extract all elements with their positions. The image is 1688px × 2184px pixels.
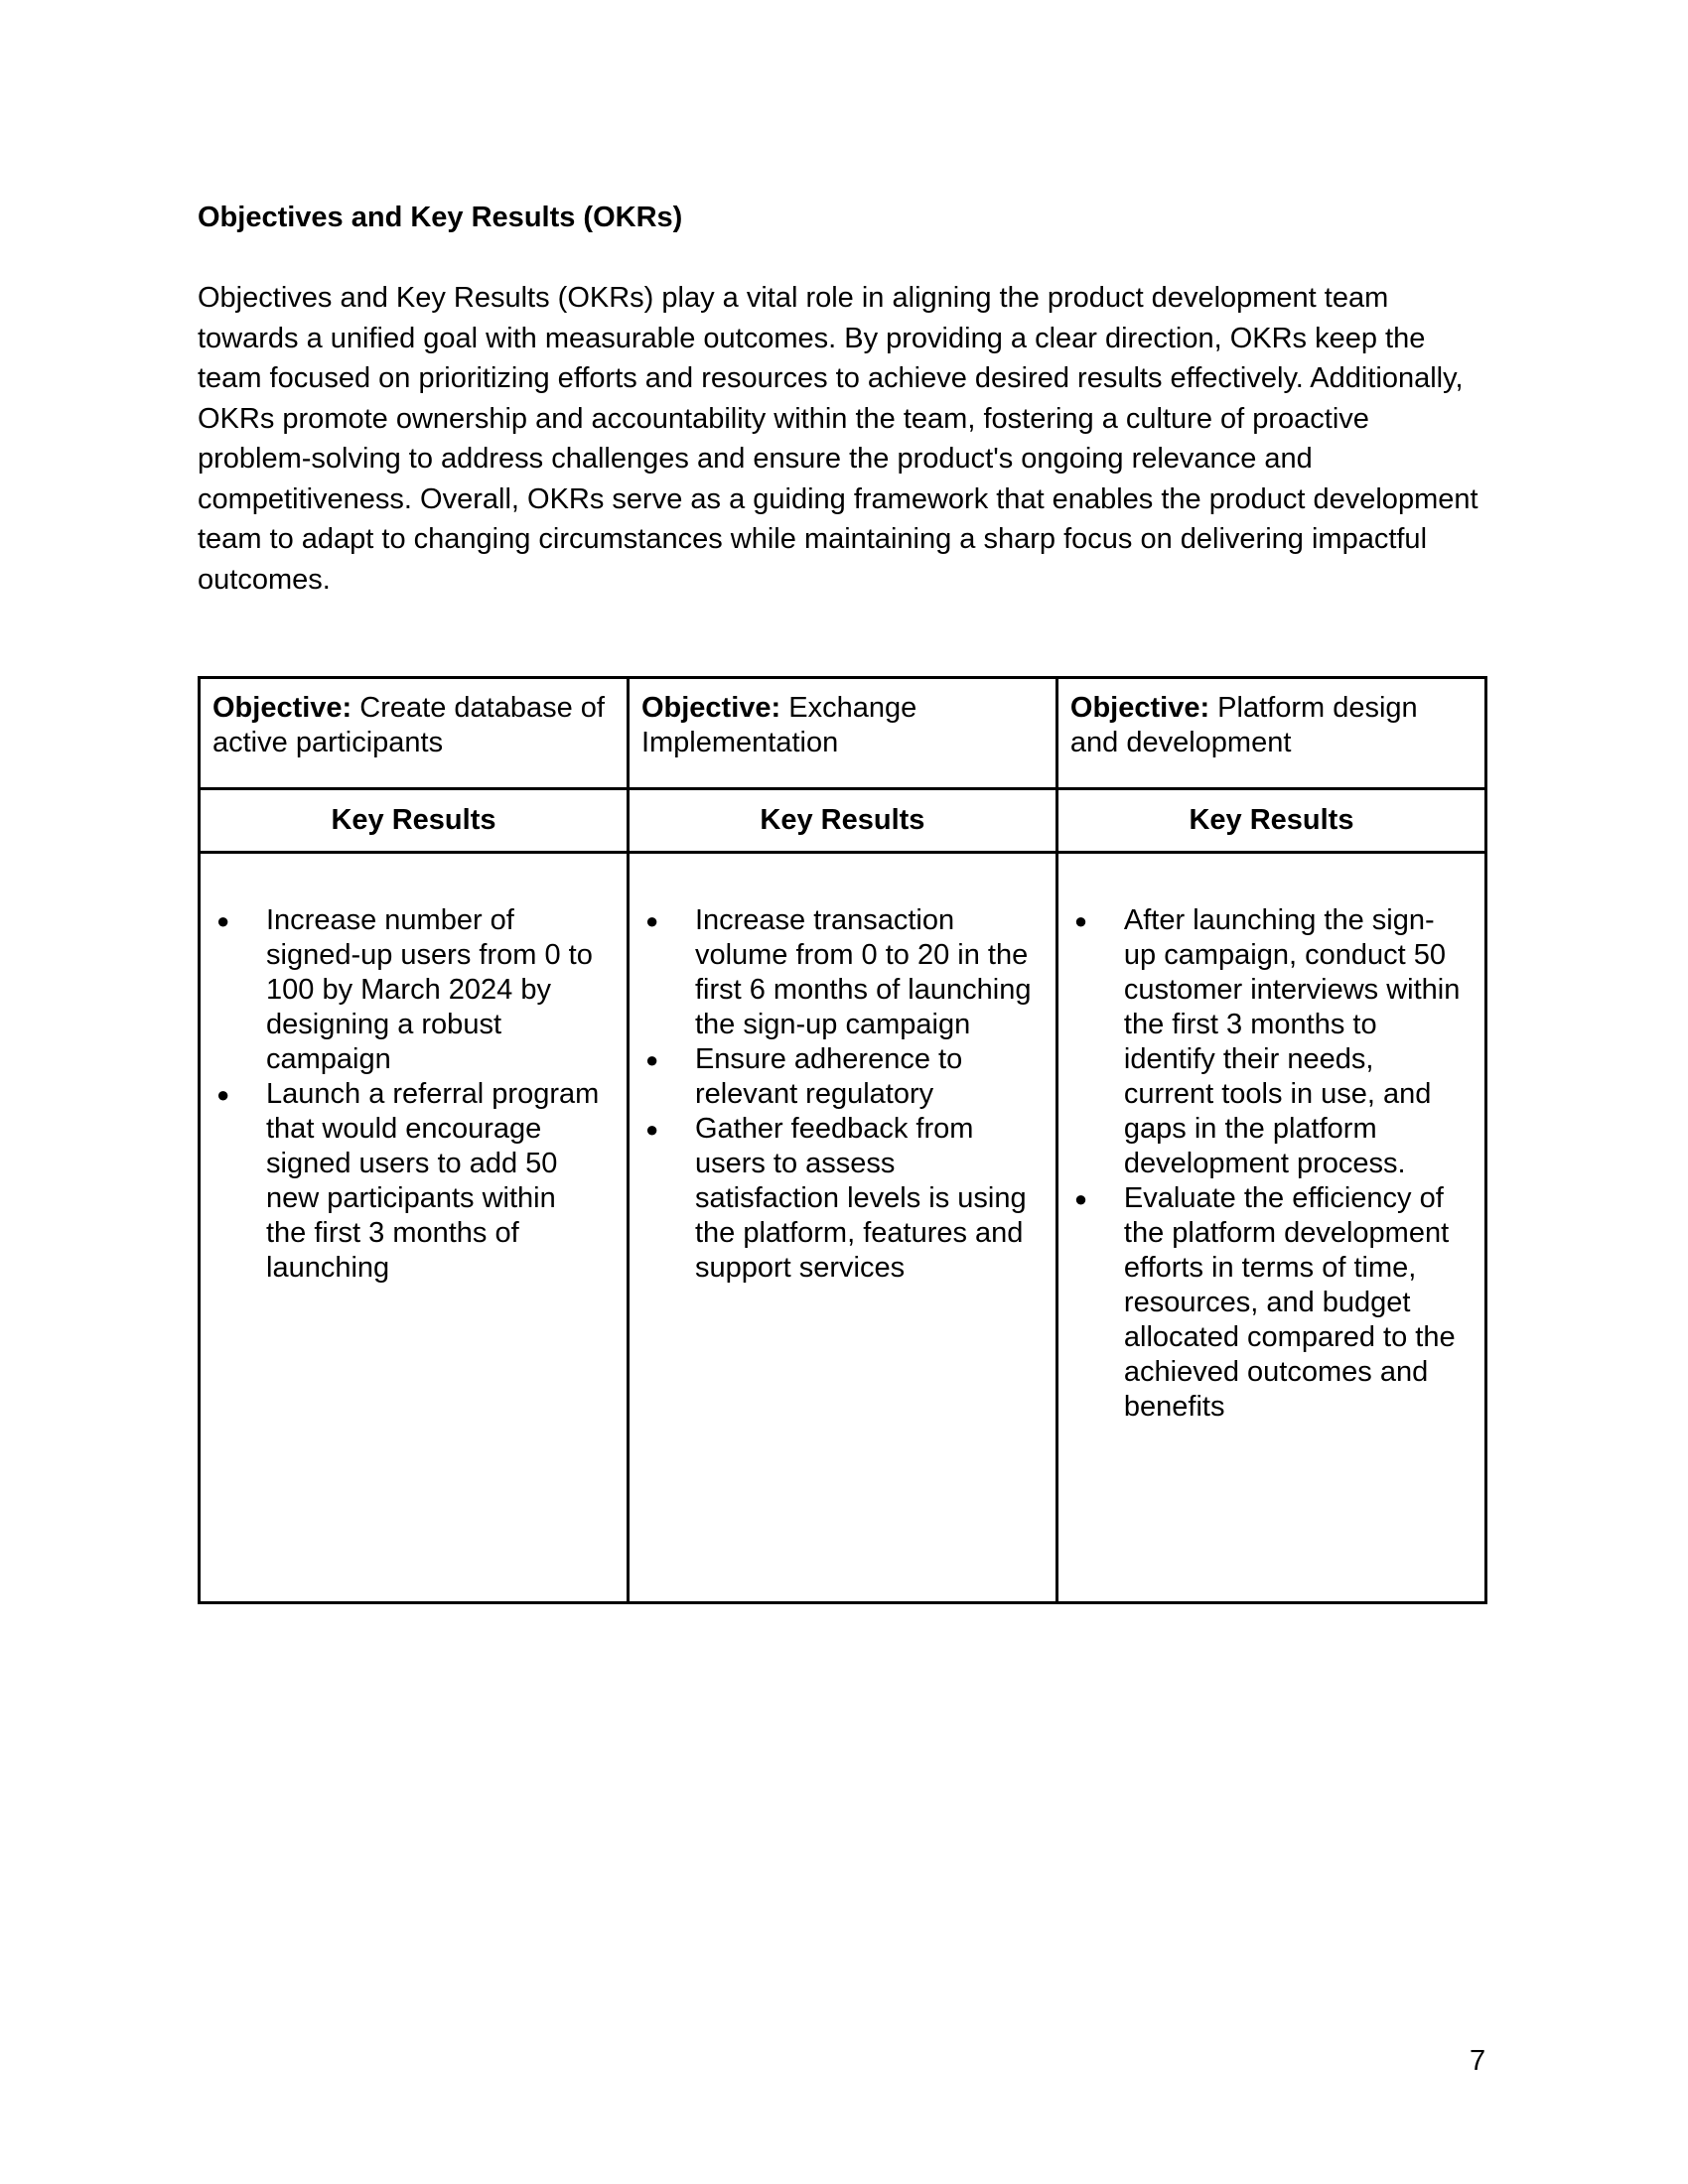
objective-label: Objective:	[1069, 692, 1210, 724]
key-result-text: Evaluate the efficiency of the platform development efforts in terms of time, resources, and budget allocated compared to the achieved outcomes and benefits	[1123, 1182, 1456, 1423]
key-results-header: Key Results	[200, 789, 629, 853]
objective-label: Objective:	[212, 692, 352, 724]
intro-paragraph: Objectives and Key Results (OKRs) play a vital role in aligning the product development team towards a unified goal with measurable outcomes. By providing a clear direction, OKRs keep the team focused on prioritizing efforts and resources to achieve desired results effectively. Additionally, OKRs promote ownership and accountability within the team, fostering a culture of proactive problem-solving to address challenges and ensure the product's ongoing relevance and competitiveness. Overall, OKRs serve as a guiding framework that enables the product development team to adapt to changing circumstances while maintaining a sharp focus on delivering impactful outcomes.	[198, 282, 1478, 596]
key-results-row	[200, 853, 1486, 1603]
key-result-text: Launch a referral program that would encourage signed users to add 50 new participants within the first 3 months of launching	[266, 1078, 600, 1284]
objective-text: Exchange Implementation	[640, 692, 917, 758]
key-result-text: Gather feedback from users to assess satisfaction levels is using the platform, features and support services	[694, 1113, 1027, 1284]
key-result-text: Increase transaction volume from 0 to 20 in the first 6 months of launching the sign-up campaign	[694, 904, 1032, 1040]
key-result-text: Ensure adherence to relevant regulatory	[694, 1043, 963, 1110]
key-results-cell-1	[200, 853, 629, 1603]
page-number: 7	[1470, 2045, 1486, 2077]
bullet-icon: ●	[216, 908, 230, 933]
bullet-icon: ●	[644, 1047, 659, 1072]
bullet-icon: ●	[644, 1117, 659, 1142]
key-results-cell-2	[628, 853, 1056, 1603]
objective-text: Platform design and development	[1069, 692, 1418, 758]
objective-text: Create database of active participants	[212, 692, 605, 758]
objective-row	[200, 678, 1486, 789]
key-results-header: Key Results	[628, 789, 1056, 853]
objective-cell-1	[200, 678, 629, 789]
key-results-header-row	[200, 789, 1486, 853]
list-item	[1073, 1181, 1461, 1425]
bullet-icon: ●	[644, 908, 659, 933]
key-results-header: Key Results	[1056, 789, 1485, 853]
objective-cell-3	[1056, 678, 1485, 789]
list-item	[644, 903, 1032, 1042]
key-results-list	[630, 903, 1032, 1286]
list-item	[644, 1042, 1032, 1112]
list-item	[216, 903, 603, 1077]
key-result-text: Increase number of signed-up users from 0 to 100 by March 2024 by designing a robust campaign	[266, 904, 593, 1075]
bullet-icon: ●	[1073, 1186, 1088, 1211]
key-results-list	[1058, 903, 1461, 1425]
key-result-text: After launching the sign-up campaign, conduct 50 customer interviews within the first 3 months to identify their needs, current tools in use, and gaps in the platform development process.	[1123, 904, 1461, 1179]
objective-label: Objective:	[640, 692, 781, 724]
bullet-icon: ●	[1073, 908, 1088, 933]
list-item	[216, 1077, 603, 1286]
list-item	[644, 1112, 1032, 1286]
bullet-icon: ●	[216, 1082, 230, 1107]
key-results-cell-3	[1056, 853, 1485, 1603]
list-item	[1073, 903, 1461, 1181]
section-heading: Objectives and Key Results (OKRs)	[198, 202, 683, 233]
objective-cell-2	[628, 678, 1056, 789]
okr-table	[198, 676, 1487, 1604]
key-results-list	[201, 903, 603, 1286]
